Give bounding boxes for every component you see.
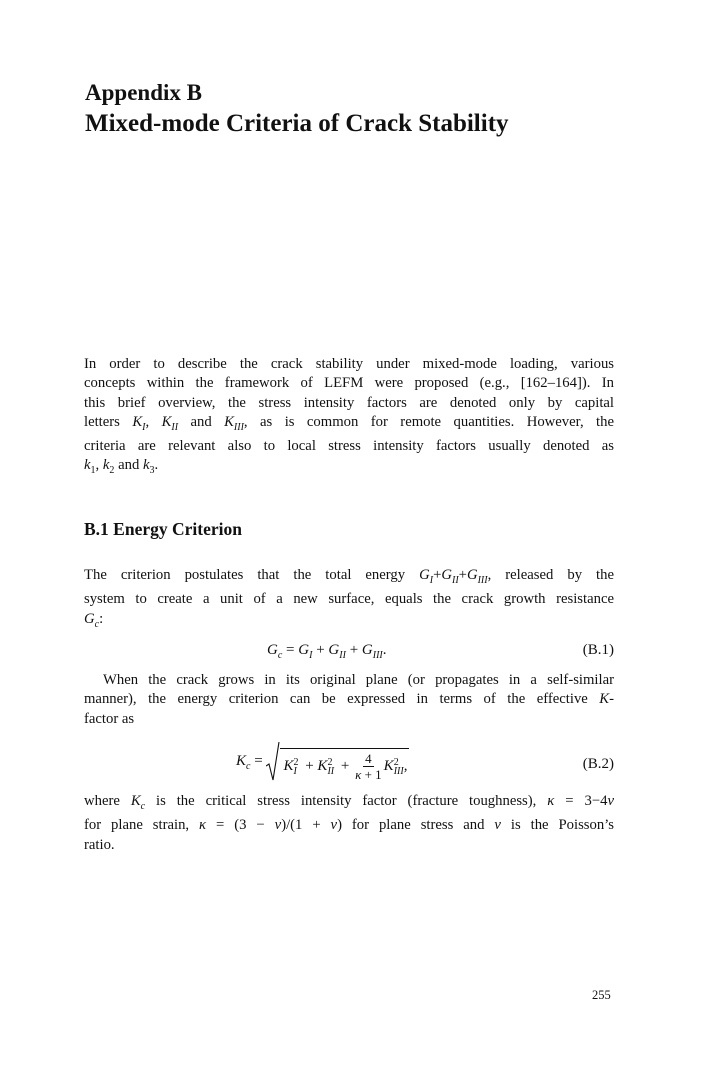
intro-line-1: In order to describe the crack stability under mixed-mode loading, various (84, 356, 614, 372)
sqrt-symbol: K 2 I + K 2 II + $\frac{4}{\kappa + 1}$ K 2 III , (266, 742, 409, 782)
intro-paragraph (84, 355, 614, 481)
para2-line-1: When the crack grows in its original plane (or propagates in a self-similar (103, 672, 614, 688)
energy-paragraph-2 (84, 671, 614, 729)
section-heading: B.1 Energy Criterion (84, 519, 242, 539)
intro-line-2: concepts within the framework of LEFM were proposed (e.g., [162–164]). In (84, 375, 614, 392)
para2-line-3: factor as (84, 710, 135, 727)
para1-line-2: system to create a unit of a new surface, equals the crack growth resistance (84, 591, 614, 608)
equation-b2 (84, 740, 614, 786)
para1-line-1: The criterion postulates that the total energy $G_I+G_{II}+G_{III}$, released by the (84, 567, 614, 586)
intro-line-3: this brief overview, the stress intensity factors are denoted only by capital (84, 394, 614, 411)
para3-line-2: for plane strain, κ = (3 − ν)/(1 + ν) for plane stress and ν is the Poisson’s (84, 817, 614, 834)
intro-line-4: letters $K_I$, $K_{II}$ and $K_{III}$, as is common for remote quantities. However, the (84, 413, 615, 433)
page-number: 255 (592, 988, 611, 1002)
para3-line-1: where $K_c$ is the critical stress intensity factor (fracture toughness), κ = 3−4ν (84, 793, 614, 812)
para2-line-2: manner), the energy criterion can be expressed in terms of the effective K- (84, 691, 614, 708)
intro-line-5: criteria are relevant also to local stress intensity factors usually denoted as (84, 438, 614, 455)
para3-line-3: ratio. (84, 836, 115, 853)
equation-b1 (84, 642, 614, 664)
energy-paragraph-1 (84, 566, 614, 634)
para1-line-3: $G_c$: (84, 610, 104, 630)
intro-line-6: $k_1$, $k_2$ and $k_3$. (84, 457, 159, 477)
equation-b1-number: (B.1) (582, 642, 614, 658)
equation-b2-expression: $K_c$ = K 2 I + K 2 II + $\frac{4}{\kappa + 1}$ K 2 III , (236, 742, 409, 782)
appendix-title: Mixed-mode Criteria of Crack Stability (85, 110, 509, 137)
appendix-label: Appendix B (85, 80, 202, 105)
energy-paragraph-3 (84, 792, 614, 855)
equation-b2-number: (B.2) (582, 756, 614, 772)
equation-b1-expression: $G_c = G_I + G_{II} + G_{III}$. (267, 642, 387, 661)
